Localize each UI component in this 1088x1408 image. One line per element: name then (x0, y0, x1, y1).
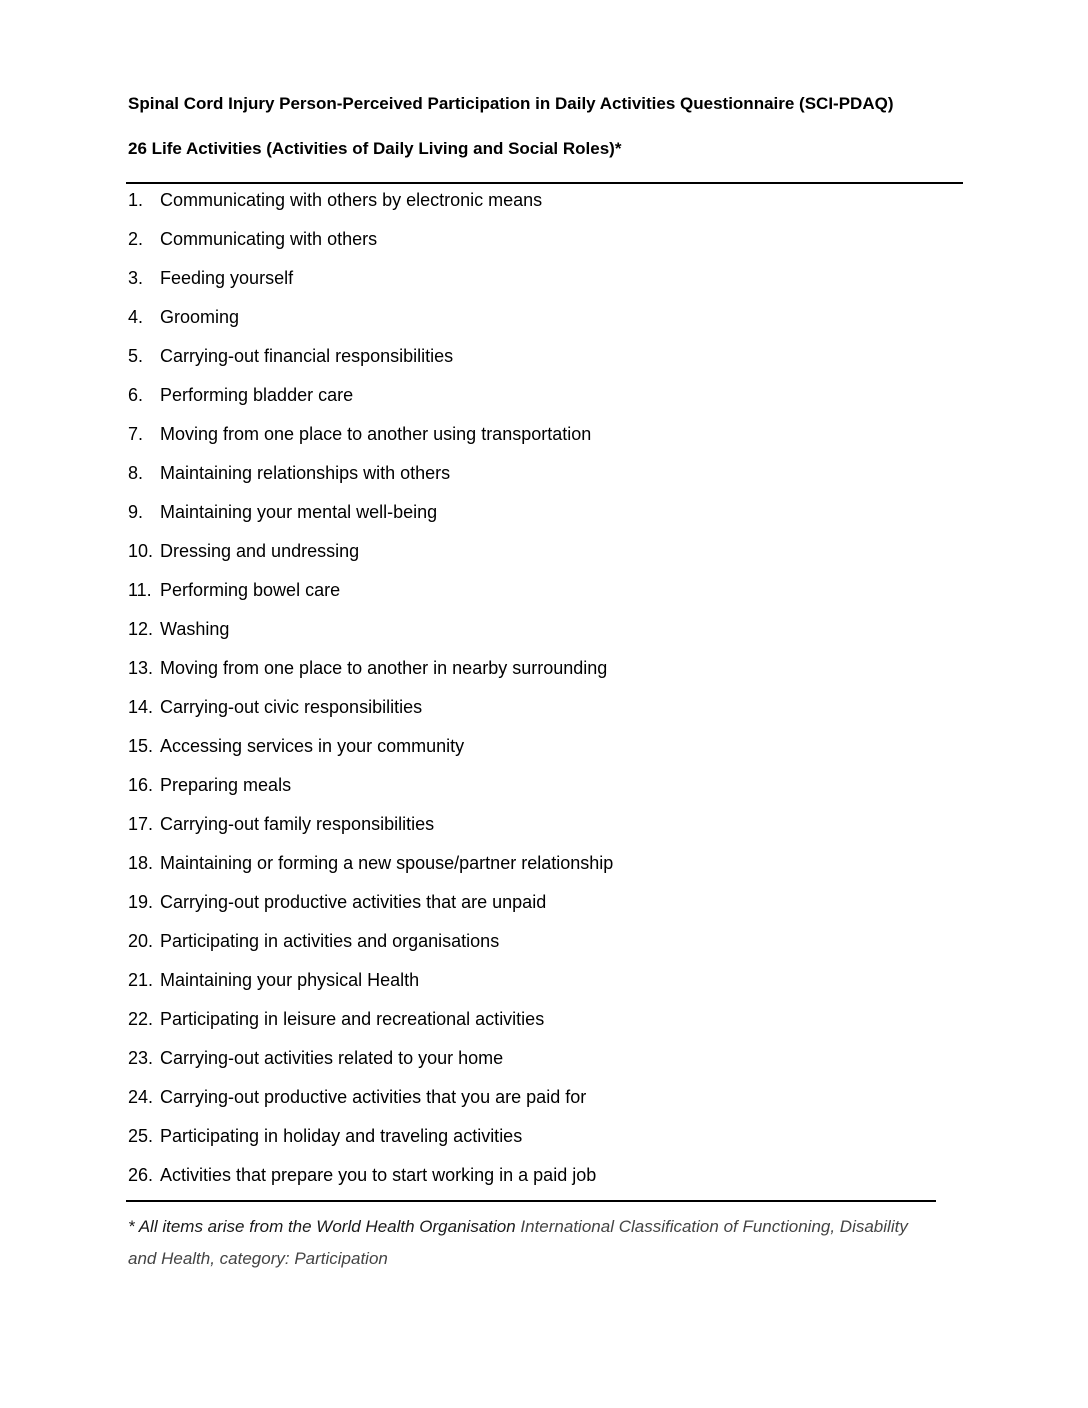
item-number: 5. (128, 346, 144, 366)
activity-list (128, 187, 958, 1201)
item-text: Carrying-out family responsibilities (160, 814, 435, 834)
list-item (128, 382, 958, 421)
item-number: 1. (128, 190, 144, 210)
item-number: 23. (128, 1048, 154, 1068)
list-item (128, 1123, 958, 1162)
item-text: Carrying-out financial responsibilities (160, 346, 454, 366)
item-number: 18. (128, 853, 154, 873)
item-number: 22. (128, 1009, 154, 1029)
item-text: Participating in activities and organisations (160, 931, 500, 951)
item-number: 25. (128, 1126, 154, 1146)
item-number: 14. (128, 697, 154, 717)
list-item (128, 538, 958, 577)
item-number: 11. (128, 580, 152, 600)
item-number: 15. (128, 736, 154, 756)
list-item (128, 343, 958, 382)
bottom-divider (126, 1200, 936, 1202)
item-number: 26. (128, 1165, 154, 1185)
item-text: Communicating with others (160, 229, 378, 249)
item-text: Preparing meals (160, 775, 292, 795)
item-text: Performing bowel care (160, 580, 341, 600)
item-number: 9. (128, 502, 144, 522)
item-text: Accessing services in your community (160, 736, 465, 756)
item-text: Carrying-out productive activities that are unpaid (160, 892, 547, 912)
list-item (128, 1084, 958, 1123)
list-item (128, 733, 958, 772)
document-subtitle: 26 Life Activities (Activities of Daily Living and Social Roles)* (128, 139, 622, 158)
list-item (128, 694, 958, 733)
item-number: 6. (128, 385, 144, 405)
item-text: Participating in holiday and traveling activities (160, 1126, 523, 1146)
item-number: 19. (128, 892, 154, 912)
item-text: Participating in leisure and recreational activities (160, 1009, 545, 1029)
item-text: Maintaining or forming a new spouse/partner relationship (160, 853, 614, 873)
item-number: 16. (128, 775, 154, 795)
list-item (128, 1006, 958, 1045)
list-item (128, 616, 958, 655)
item-number: 2. (128, 229, 144, 249)
item-number: 17. (128, 814, 154, 834)
item-text: Carrying-out productive activities that you are paid for (160, 1087, 587, 1107)
list-item (128, 1162, 958, 1201)
top-divider (126, 182, 963, 184)
list-item (128, 421, 958, 460)
list-item (128, 499, 958, 538)
list-item (128, 928, 958, 967)
item-text: Moving from one place to another using transportation (160, 424, 592, 444)
item-text: Dressing and undressing (160, 541, 360, 561)
item-number: 10. (128, 541, 154, 561)
footnote-source: International Classification of Functioning, Disability and Health, category: Participation (128, 1217, 908, 1268)
item-text: Communicating with others by electronic means (160, 190, 543, 210)
item-text: Activities that prepare you to start working in a paid job (160, 1165, 597, 1185)
item-text: Maintaining relationships with others (160, 463, 451, 483)
item-text: Carrying-out activities related to your home (160, 1048, 504, 1068)
list-item (128, 811, 958, 850)
item-number: 3. (128, 268, 144, 288)
item-text: Washing (160, 619, 230, 639)
item-number: 24. (128, 1087, 154, 1107)
list-item (128, 460, 958, 499)
list-item (128, 889, 958, 928)
list-item (128, 304, 958, 343)
list-item (128, 655, 958, 694)
list-item (128, 187, 958, 226)
item-text: Carrying-out civic responsibilities (160, 697, 423, 717)
item-text: Performing bladder care (160, 385, 354, 405)
item-text: Feeding yourself (160, 268, 294, 288)
list-item (128, 850, 958, 889)
item-number: 13. (128, 658, 154, 678)
list-item (128, 577, 958, 616)
list-item (128, 772, 958, 811)
item-number: 21. (128, 970, 154, 990)
item-number: 12. (128, 619, 154, 639)
list-item (128, 226, 958, 265)
list-item (128, 1045, 958, 1084)
item-number: 8. (128, 463, 144, 483)
item-text: Moving from one place to another in nearby surrounding (160, 658, 608, 678)
footnote-lead: * All items arise from the World Health Organisation (128, 1217, 521, 1236)
item-number: 7. (128, 424, 144, 444)
item-number: 20. (128, 931, 154, 951)
document-title: Spinal Cord Injury Person-Perceived Participation in Daily Activities Questionnaire (SCI-PDAQ) (128, 94, 894, 113)
item-text: Maintaining your mental well-being (160, 502, 438, 522)
list-item (128, 265, 958, 304)
item-number: 4. (128, 307, 144, 327)
item-text: Maintaining your physical Health (160, 970, 420, 990)
footnote (128, 1211, 928, 1275)
item-text: Grooming (160, 307, 240, 327)
list-item (128, 967, 958, 1006)
